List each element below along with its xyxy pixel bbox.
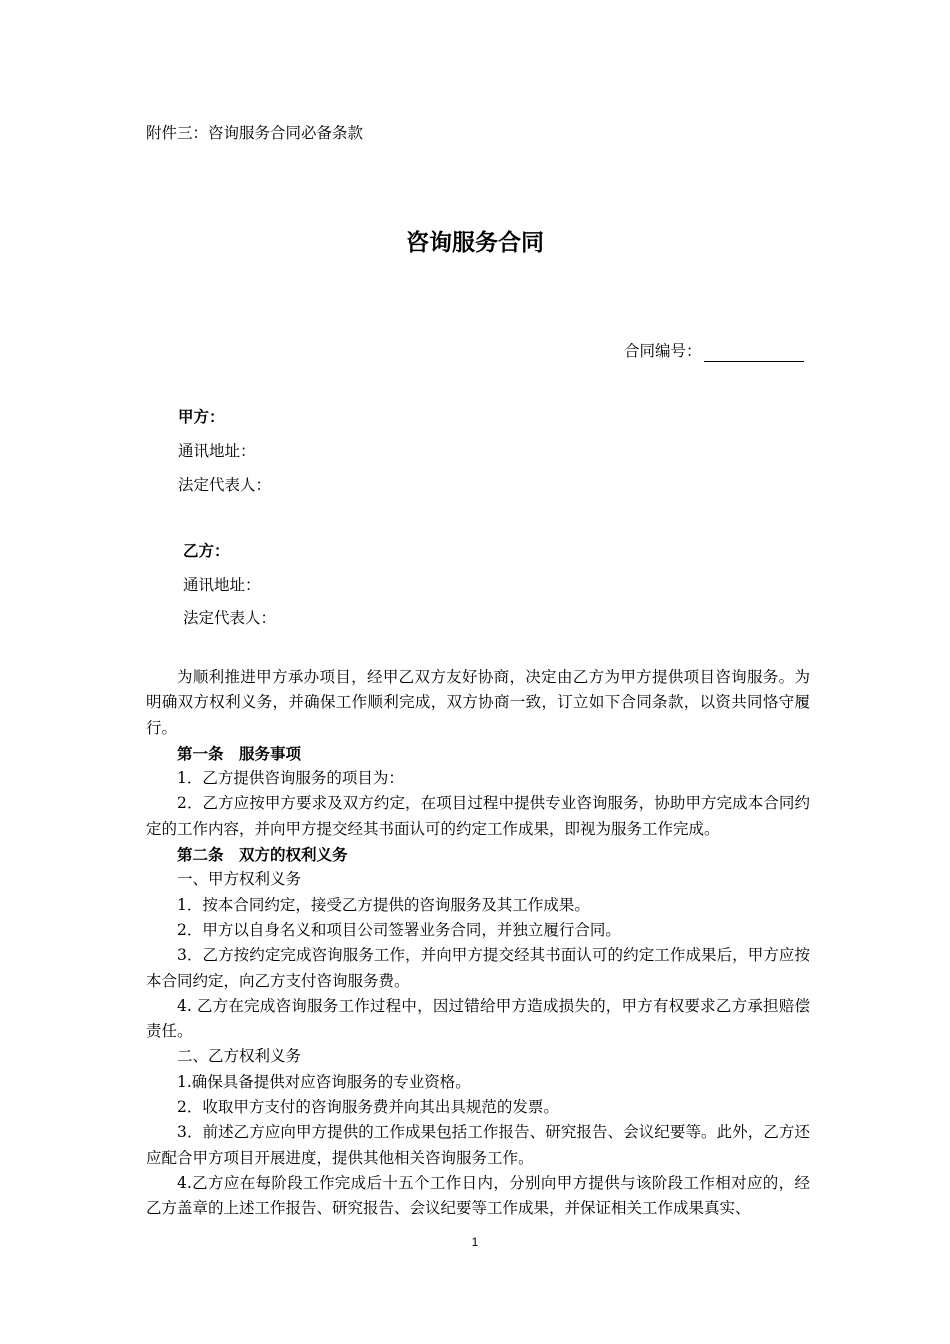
attachment-heading: 附件三：咨询服务合同必备条款 (146, 124, 364, 142)
article-1-heading: 第一条 服务事项 (177, 743, 302, 763)
party-a-rights-heading: 一、甲方权利义务 (177, 870, 302, 889)
contract-body (146, 665, 810, 1222)
party-b-rights-item-2: 2．收取甲方支付的咨询服务费并向其出具规范的发票。 (177, 1098, 559, 1117)
party-a-address-label: 通讯地址： (178, 442, 256, 460)
party-a-label: 甲方： (178, 407, 225, 426)
party-b-label: 乙方： (183, 541, 230, 560)
party-b-rights-item-1: 1.确保具备提供对应咨询服务的专业资格。 (177, 1072, 471, 1091)
intro-paragraph: 为顺利推进甲方承办项目，经甲乙双方友好协商，决定由乙方为甲方提供项目咨询服务。为明确双方权利义务，并确保工作顺利完成，双方协商一致，订立如下合同条款，以资共同恪守履行。 (146, 668, 810, 737)
party-b-address-label: 通讯地址： (183, 576, 261, 594)
party-b-rep-label: 法定代表人： (183, 609, 277, 627)
page-number: 1 (471, 1235, 479, 1249)
article-1-item-2: 2．乙方应按甲方要求及双方约定，在项目过程中提供专业咨询服务，协助甲方完成本合同约定的工作内容，并向甲方提交经其书面认可的约定工作成果，即视为服务工作完成。 (146, 794, 810, 838)
contract-number-label: 合同编号： (624, 342, 702, 360)
party-a-rep-label: 法定代表人： (178, 476, 272, 494)
document-title: 咨询服务合同 (406, 229, 544, 256)
party-a-rights-item-1: 1．按本合同约定，接受乙方提供的咨询服务及其工作成果。 (177, 895, 590, 914)
party-a-rights-item-4: 4. 乙方在完成咨询服务工作过程中，因过错给甲方造成损失的，甲方有权要求乙方承担赔偿责任。 (146, 996, 810, 1041)
party-b-rights-item-3: 3．前述乙方应向甲方提供的工作成果包括工作报告、研究报告、会议纪要等。此外，乙方还应配合甲方项目开展进度，提供其他相关咨询服务工作。 (146, 1123, 810, 1167)
contract-number-blank (704, 346, 804, 362)
article-1-item-1: 1．乙方提供咨询服务的项目为： (177, 769, 404, 788)
party-b-rights-item-4: 4.乙方应在每阶段工作完成后十五个工作日内，分别向甲方提供与该阶段工作相对应的，经乙方盖章的上述工作报告、研究报告、会议纪要等工作成果，并保证相关工作成果真实、 (146, 1173, 810, 1218)
party-a-rights-item-2: 2．甲方以自身名义和项目公司签署业务合同，并独立履行合同。 (177, 920, 621, 939)
party-a-rights-item-3: 3．乙方按约定完成咨询服务工作，并向甲方提交经其书面认可的约定工作成果后，甲方应按本合同约定，向乙方支付咨询服务费。 (146, 946, 810, 990)
contract-number-line (624, 340, 804, 362)
party-b-rights-heading: 二、乙方权利义务 (177, 1047, 302, 1066)
article-2-heading: 第二条 双方的权利义务 (177, 845, 348, 865)
